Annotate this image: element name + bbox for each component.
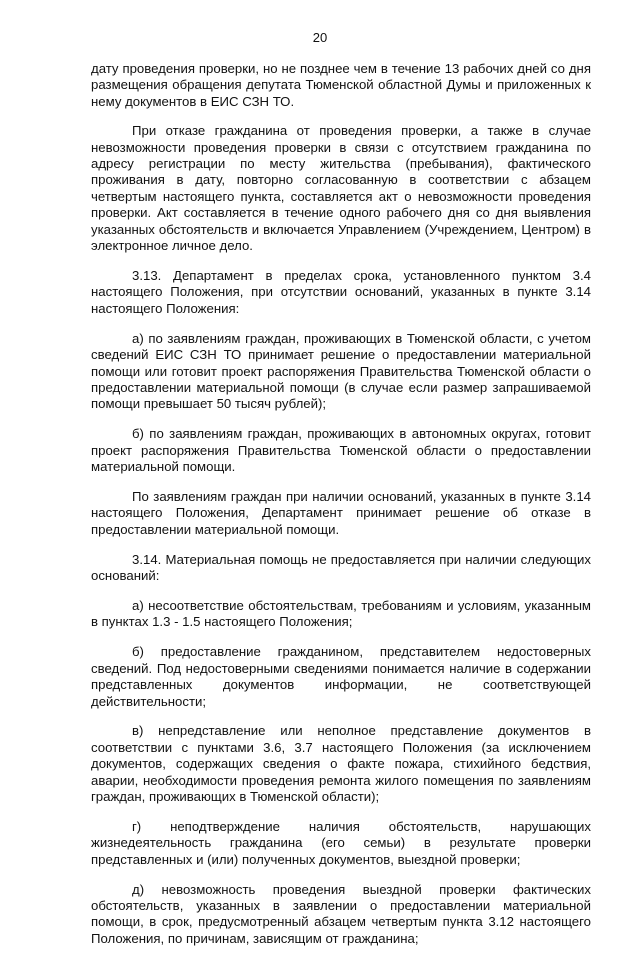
paragraph-3-13: 3.13. Департамент в пределах срока, установленного пунктом 3.4 настоящего Положения, при отсутствии оснований, указанных в пункте 3.14 настоящего Положения: xyxy=(91,267,591,316)
paragraph-3-14-b: б) предоставление гражданином, представителем недостоверных сведений. Под недостоверными сведениями понимается наличие в содержании представленных документов информации, не соответствующей действительности; xyxy=(91,644,591,709)
document-body xyxy=(91,61,591,961)
paragraph-continuation: дату проведения проверки, но не позднее чем в течение 13 рабочих дней со дня размещения обращения депутата Тюменской областной Думы и приложенных к нему документов в ЕИС СЗН ТО. xyxy=(91,61,591,109)
paragraph-3-13-a: а) по заявлениям граждан, проживающих в Тюменской области, с учетом сведений ЕИС СЗН ТО принимает решение о предоставлении материальной помощи или готовит проект распоряжения Правительства Тюменской области о предоставлении материальной помощи (в случае если размер запрашиваемой помощи превышает 50 тысяч рублей); xyxy=(91,330,591,412)
paragraph-refusal-decision: По заявлениям граждан при наличии оснований, указанных в пункте 3.14 настоящего Положения, Департамент принимает решение об отказе в предоставлении материальной помощи. xyxy=(91,488,591,537)
page-number: 20 xyxy=(312,30,328,45)
paragraph-3-13-b: б) по заявлениям граждан, проживающих в автономных округах, готовит проект распоряжения Правительства Тюменской области о предоставлении материальной помощи. xyxy=(91,426,591,475)
paragraph-3-14-d: д) невозможность проведения выездной проверки фактических обстоятельств, указанных в заявлении о предоставлении материальной помощи, в срок, предусмотренный абзацем четвертым пункта 3.12 настоящего Положения, по причинам, зависящим от гражданина; xyxy=(91,881,591,946)
paragraph-refusal-act: При отказе гражданина от проведения проверки, а также в случае невозможности проведения проверки в связи с отсутствием гражданина по адресу регистрации по месту жительства (пребывания), фактического проживания в дату, повторно согласованную в соответствии с абзацем четвертым настоящего пункта, составляется акт о невозможности проведения проверки. Акт составляется в течение одного рабочего дня со дня выявления указанных обстоятельств и включается Управлением (Учреждением, Центром) в электронное личное дело. xyxy=(91,123,591,254)
paragraph-3-14-g: г) неподтверждение наличия обстоятельств, нарушающих жизнедеятельность гражданина (его семьи) в результате проверки представленных и (или) полученных документов, выездной проверки; xyxy=(91,818,591,867)
paragraph-3-14-v: в) непредставление или неполное представление документов в соответствии с пунктами 3.6, 3.7 настоящего Положения (за исключением документов, содержащих сведения о факте пожара, стихийного бедствия, аварии, необходимости проведения ремонта жилого помещения по заявлениям граждан, проживающих в Тюменской области); xyxy=(91,723,591,805)
paragraph-3-14: 3.14. Материальная помощь не предоставляется при наличии следующих оснований: xyxy=(91,551,591,584)
paragraph-3-14-a: а) несоответствие обстоятельствам, требованиям и условиям, указанным в пунктах 1.3 - 1.5 настоящего Положения; xyxy=(91,597,591,630)
